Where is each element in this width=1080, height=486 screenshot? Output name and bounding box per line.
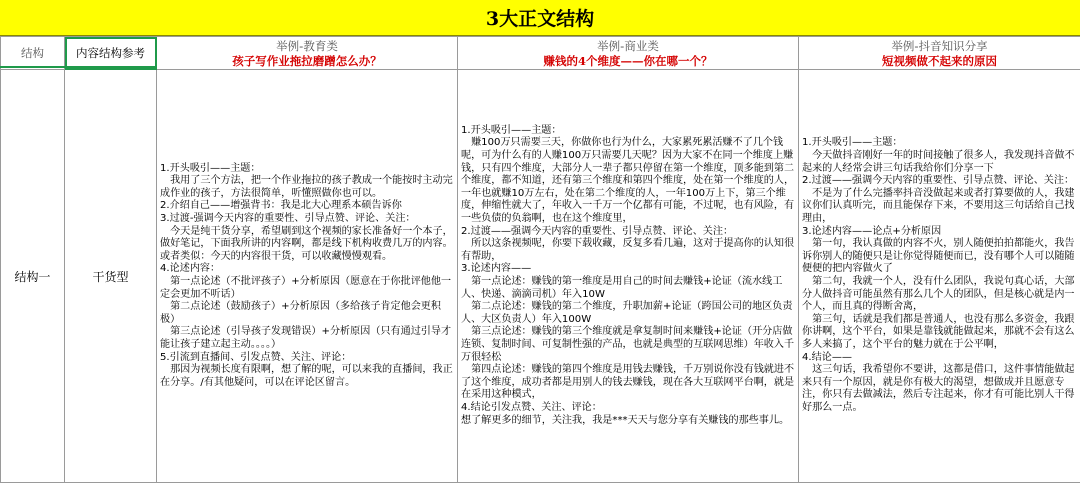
content-line: 1.开头吸引——主题： xyxy=(160,162,261,174)
content-line: 第二点论述：赚钱的第二个维度，升职加薪+论证（跨国公司的地区负责人、大区负责人）年入100W xyxy=(461,301,793,325)
content-line: 第一点论述：赚钱的第一维度是用自己的时间去赚钱+论证（流水线工人、快递、滴滴司机）年入10W xyxy=(461,276,783,300)
douyin-content-cell[interactable] xyxy=(799,70,1080,483)
content-line: 不是为了什么完播率抖音没做起来或者打算要做的人，我建议你们认真听完，而且能保存下来，不要用这三句话给自己找理由， xyxy=(802,187,1075,225)
content-line: 2.过渡——强调今天内容的重要性、引导点赞、评论、关注： xyxy=(461,225,734,237)
content-line: 3.论述内容—— xyxy=(461,263,532,275)
content-line: 4.结论—— xyxy=(802,351,853,363)
header-douyin-example[interactable] xyxy=(799,37,1080,70)
content-line: 3.过渡-强调今天内容的重要性、引导点赞、评论、关注： xyxy=(160,213,416,225)
header-education-example[interactable] xyxy=(157,37,458,70)
header-reference-selected-cell[interactable]: 内容结构参考 xyxy=(65,37,157,70)
selection-underline xyxy=(0,66,155,68)
content-line: 第一句，我认真做的内容不火，别人随便拍拍都能火，我告诉你别人的随便只是让你觉得随便而已，没有哪个人可以随随便便的把内容做火了 xyxy=(802,238,1075,275)
content-line: 5.引流到直播间、引发点赞、关注、评论： xyxy=(160,351,352,363)
content-line: 这三句话，我希望你不要讲，这都是借口，这件事情能做起来只有一个原因，就是你有极大的渴望，想做成并且愿意专注，你只有去做减法，然后专注起来，你才有可能比别人干得好那么一点。 xyxy=(802,364,1075,413)
business-content-cell[interactable] xyxy=(458,70,799,483)
reference-cell[interactable]: 干货型 xyxy=(65,70,157,483)
structure-table xyxy=(0,36,1080,483)
content-line: 所以这条视频呢，你要下载收藏，反复多看几遍，这对于提高你的认知很有帮助， xyxy=(461,238,795,262)
content-line: 第三点论述：赚钱的第三个维度就是拿复制时间来赚钱+论证（开分店做连锁、复制时间、可复制性强的产品，也就是典型的互联网思维）年收入千万很轻松 xyxy=(461,326,795,363)
content-line: 4.结论引发点赞、关注、评论： xyxy=(461,401,602,413)
content-line: 第二点论述（鼓励孩子）+分析原因（多给孩子肯定他会更积极） xyxy=(160,301,441,325)
content-line: 4.论述内容： xyxy=(160,263,221,275)
content-line: 今天是纯干货分享，希望刷到这个视频的家长准备好一个本子，做好笔记，下面我所讲的内容啊，都是线下机构收费几万的内容。或者类似：今天的内容很干货，可以收藏慢慢观看。 xyxy=(160,225,453,262)
business-topic: 赚钱的4个维度——你在哪一个？ xyxy=(543,53,713,68)
education-topic: 孩子写作业拖拉磨蹭怎么办？ xyxy=(232,53,382,68)
education-header-label: 举例-教育类 xyxy=(276,38,338,53)
structure-one-row xyxy=(1,70,1080,483)
douyin-topic: 短视频做不起来的原因 xyxy=(882,53,997,68)
header-structure[interactable]: 结构 xyxy=(1,37,65,70)
content-line: 第一点论述（不批评孩子）+分析原因（愿意在于你批评他他一定会更加不听话） xyxy=(160,276,452,300)
structure-cell[interactable]: 结构一 xyxy=(1,70,65,483)
business-header-label: 举例-商业类 xyxy=(597,38,659,53)
content-line: 2.过渡——强调今天内容的重要性、引导点赞、评论、关注： xyxy=(802,175,1075,187)
header-row xyxy=(1,37,1080,70)
content-line: 第三句，话就是我们都是普通人，也没有那么多资金，我跟你讲啊，这个平台，如果是靠钱就能做起来，那就不会有这么多人来搞了，这个平台的魅力就在于公平啊， xyxy=(802,313,1075,350)
education-content xyxy=(157,163,457,390)
education-content-cell[interactable] xyxy=(157,70,458,483)
content-line: 今天做抖音刚好一年的时间接触了很多人，我发现抖音做不起来的人经常会讲三句话我给你们分享一下 xyxy=(802,150,1075,174)
content-line: 赚100万只需要三天，你做你也行为什么，大家累死累活赚不了几个钱呢，可为什么有的人赚100万只需要几天呢？因为大家不在同一个维度上赚钱，只有四个维度，大部分人一辈子都只停留在第一个维度，顶多能到第二个维度，都不知道，还有第三个维度和第四个维度，处在第一个维度的人，一年也就赚10万左右，处在第二个维度的人，一年100万上下，第三个维度，伸缩性就大了，年收入一千万一个亿都有可能，不过呢，也有风险，有一些负债的负翁啊，也在这个维度里， xyxy=(461,137,795,225)
content-line: 1.开头吸引——主题： xyxy=(802,137,903,149)
content-line: 那因为视频长度有限啊，想了解的呢，可以来我的直播间，我正在分享。/有其他疑问，可以在评论区留言。 xyxy=(160,364,453,388)
sheet-title[interactable]: 3大正文结构 xyxy=(0,0,1080,36)
header-business-example[interactable] xyxy=(458,37,799,70)
content-line: 第四点论述：赚钱的第四个维度是用钱去赚钱，千万别说你没有钱就进不了这个维度，成功者都是用别人的钱去赚钱，现在各大互联网平台啊，就是在采用这种模式， xyxy=(461,364,795,401)
content-line: 第三点论述（引导孩子发现错误）+分析原因（只有通过引导才能让孩子建立起主动。。。。） xyxy=(160,326,452,350)
content-line: 第二句，我就一个人，没有什么团队，我说句真心话，大部分人做抖音可能虽然有那么几个人的团队，但是核心就是内一个人，而且真的得断舍离， xyxy=(802,276,1075,313)
content-line: 想了解更多的细节，关注我，我是***天天与您分享有关赚钱的那些事儿。 xyxy=(461,414,790,426)
content-line: 2.介绍自己——增强背书：我是北大心理系本硕告诉你 xyxy=(160,200,402,212)
content-line: 1.开头吸引——主题： xyxy=(461,124,562,136)
content-line: 3.论述内容——论点+分析原因 xyxy=(802,225,942,237)
douyin-content xyxy=(799,137,1080,414)
business-content xyxy=(458,125,798,427)
douyin-header-label: 举例-抖音知识分享 xyxy=(891,38,988,53)
content-line: 我用了三个方法，把一个作业拖拉的孩子教成一个能按时主动完成作业的孩子，方法很简单，听懂照做你也可以。 xyxy=(160,175,453,199)
